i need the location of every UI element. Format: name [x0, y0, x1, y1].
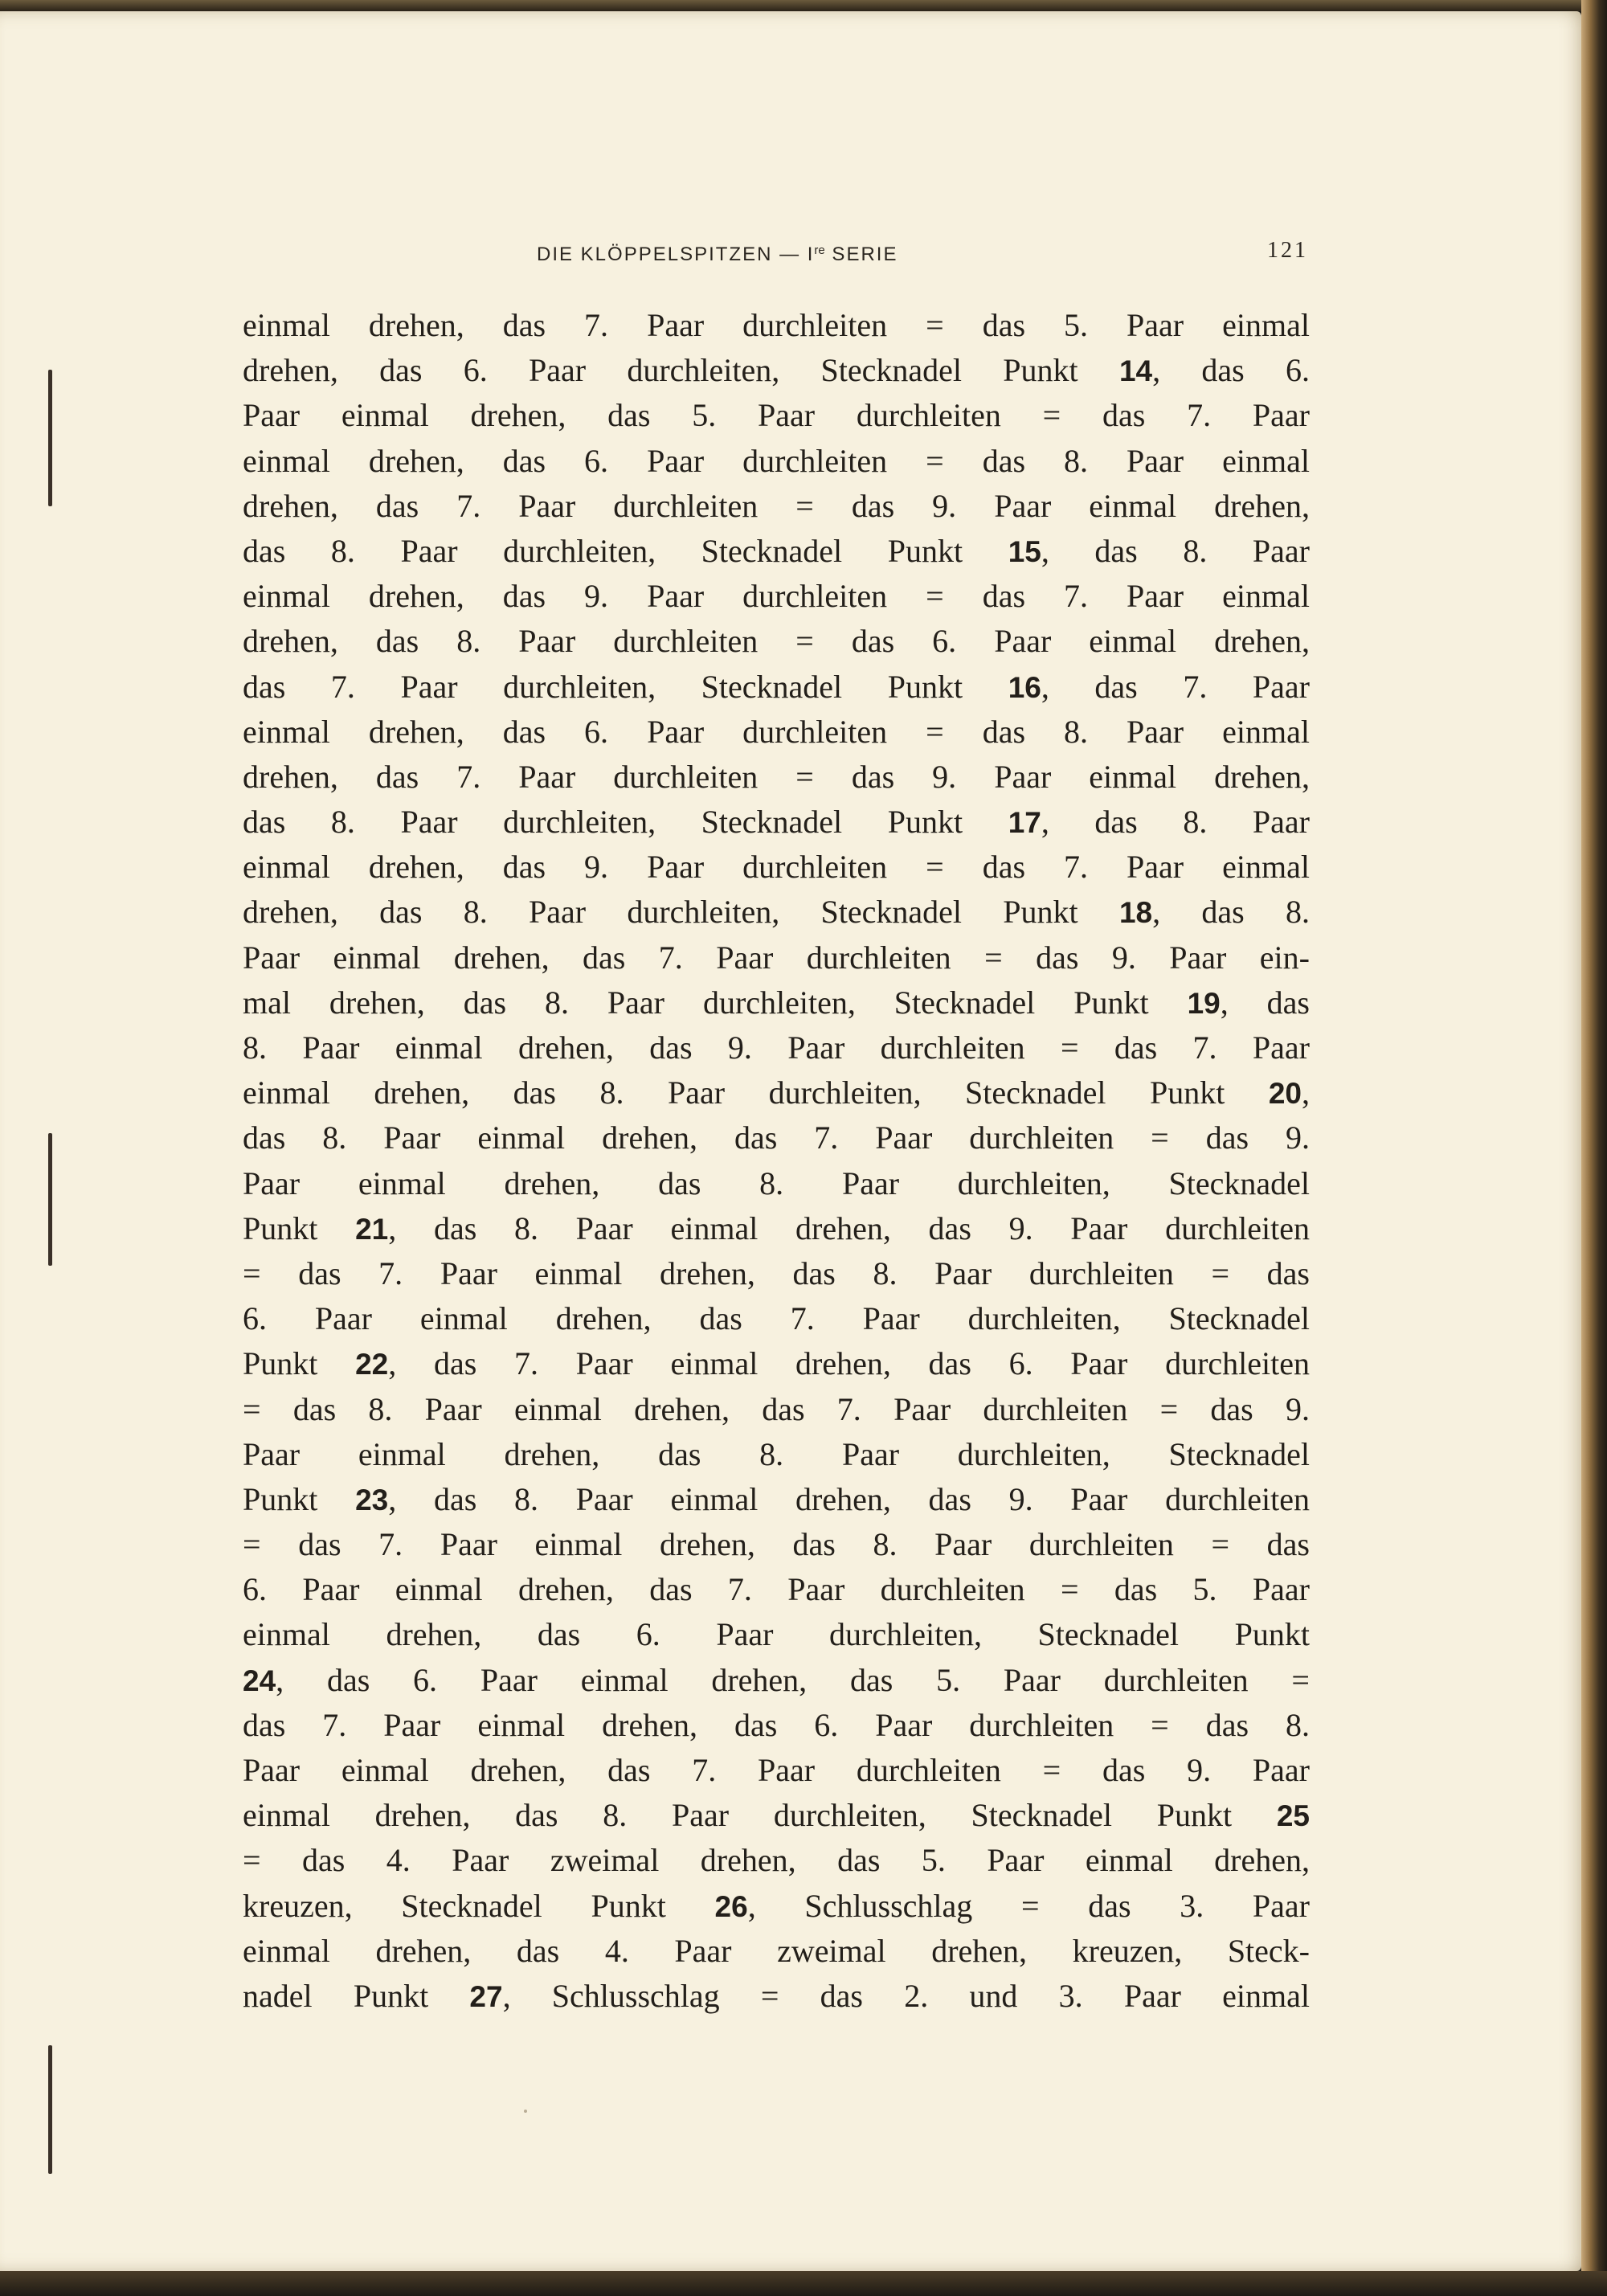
text-run: , Schlusschlag = das 3. Paar — [747, 1887, 1310, 1924]
text-line — [243, 1025, 1310, 1070]
margin-mark — [48, 370, 52, 506]
text-line — [243, 439, 1310, 484]
text-run: , das 8. Paar — [1041, 532, 1310, 569]
text-line — [243, 1522, 1310, 1567]
text-run: einmal drehen, das 4. Paar zweimal drehen, kreuzen, Steck- — [243, 1932, 1310, 1969]
punkt-number: 24 — [243, 1664, 276, 1697]
text-run: , das 8. Paar einmal drehen, das 9. Paar durchleiten — [388, 1480, 1311, 1517]
running-title-main: DIE KLÖPPELSPITZEN — I — [537, 244, 815, 265]
punkt-number: 18 — [1118, 896, 1153, 930]
text-run: drehen, das 7. Paar durchleiten = das 9. Paar einmal drehen, — [243, 487, 1310, 524]
text-line — [243, 1477, 1310, 1522]
text-run: , Schlusschlag = das 2. und 3. Paar einmal — [502, 1977, 1310, 2014]
text-line — [243, 1884, 1310, 1929]
text-run: Punkt — [243, 1209, 356, 1246]
text-line — [243, 1387, 1310, 1432]
page-number: 121 — [1267, 238, 1308, 263]
text-line — [243, 710, 1310, 755]
text-line — [243, 529, 1310, 574]
text-run: 6. Paar einmal drehen, das 7. Paar durchleiten, Stecknadel — [243, 1300, 1310, 1337]
punkt-number: 20 — [1268, 1077, 1302, 1111]
text-run: einmal drehen, das 6. Paar durchleiten = das 8. Paar einmal — [243, 713, 1310, 750]
text-line — [243, 1567, 1310, 1612]
margin-mark — [48, 1133, 52, 1266]
text-line — [243, 619, 1310, 664]
text-run: = das 4. Paar zweimal drehen, das 5. Paar einmal drehen, — [243, 1842, 1310, 1879]
text-run: 6. Paar einmal drehen, das 7. Paar durchleiten = das 5. Paar — [243, 1571, 1310, 1608]
text-run: Punkt — [243, 1480, 356, 1517]
text-line — [243, 1974, 1310, 2019]
text-run: , — [1302, 1074, 1310, 1111]
text-line — [243, 935, 1310, 980]
punkt-number: 21 — [355, 1212, 389, 1246]
text-run: drehen, das 6. Paar durchleiten, Stecknadel Punkt — [243, 352, 1119, 389]
text-run: das 7. Paar einmal drehen, das 6. Paar durchleiten = das 8. — [243, 1706, 1310, 1743]
margin-mark — [48, 2045, 52, 2174]
text-line — [243, 393, 1310, 438]
text-run: , das 6. — [1152, 352, 1310, 389]
text-run: , das 8. Paar einmal drehen, das 9. Paar durchleiten — [388, 1209, 1311, 1246]
punkt-number: 27 — [469, 1979, 503, 2013]
text-line — [243, 303, 1310, 348]
text-run: , das 8. Paar — [1041, 804, 1310, 841]
text-run: das 8. Paar durchleiten, Stecknadel Punkt — [243, 804, 1008, 841]
punkt-number: 23 — [355, 1483, 389, 1516]
text-run: = das 7. Paar einmal drehen, das 8. Paar durchleiten = das — [243, 1526, 1310, 1563]
text-run: Paar einmal drehen, das 7. Paar durchleiten = das 9. Paar — [243, 1752, 1310, 1788]
text-run: Paar einmal drehen, das 8. Paar durchleiten, Stecknadel — [243, 1164, 1310, 1201]
text-run: drehen, das 8. Paar durchleiten = das 6. Paar einmal drehen, — [243, 623, 1310, 660]
text-run: das 7. Paar durchleiten, Stecknadel Punkt — [243, 668, 1008, 705]
text-run: einmal drehen, das 9. Paar durchleiten = das 7. Paar einmal — [243, 578, 1310, 615]
text-run: mal drehen, das 8. Paar durchleiten, Stecknadel Punkt — [243, 984, 1188, 1021]
punkt-number: 15 — [1008, 534, 1041, 568]
text-line — [243, 1432, 1310, 1477]
text-run: einmal drehen, das 9. Paar durchleiten = das 7. Paar einmal — [243, 849, 1310, 886]
text-run: kreuzen, Stecknadel Punkt — [243, 1887, 715, 1924]
text-line — [243, 665, 1310, 710]
text-line — [243, 1115, 1310, 1160]
text-run: nadel Punkt — [243, 1977, 470, 2014]
text-line — [243, 1929, 1310, 1974]
text-run: , das 7. Paar — [1041, 668, 1310, 705]
text-run: Paar einmal drehen, das 7. Paar durchleiten = das 9. Paar ein- — [243, 939, 1310, 976]
text-line — [243, 845, 1310, 890]
text-run: Punkt — [243, 1345, 356, 1382]
body-text — [243, 303, 1310, 2019]
text-line — [243, 1658, 1310, 1703]
text-line — [243, 1838, 1310, 1883]
text-run: 8. Paar einmal drehen, das 9. Paar durchleiten = das 7. Paar — [243, 1029, 1310, 1066]
punkt-number: 14 — [1118, 354, 1153, 388]
text-line — [243, 1296, 1310, 1341]
running-head — [243, 235, 1310, 267]
text-run: Paar einmal drehen, das 8. Paar durchleiten, Stecknadel — [243, 1435, 1310, 1472]
top-edge — [0, 0, 1607, 11]
text-run: einmal drehen, das 8. Paar durchleiten, Stecknadel Punkt — [243, 1074, 1269, 1111]
punkt-number: 22 — [355, 1348, 389, 1381]
text-line — [243, 800, 1310, 845]
text-run: , das 6. Paar einmal drehen, das 5. Paar durchleiten = — [276, 1661, 1310, 1698]
text-line — [243, 1161, 1310, 1206]
running-title — [537, 235, 898, 271]
text-run: drehen, das 7. Paar durchleiten = das 9. Paar einmal drehen, — [243, 758, 1310, 795]
text-run: Paar einmal drehen, das 5. Paar durchleiten = das 7. Paar — [243, 397, 1310, 434]
text-run: = das 8. Paar einmal drehen, das 7. Paar durchleiten = das 9. — [243, 1390, 1310, 1427]
text-run: einmal drehen, das 8. Paar durchleiten, Stecknadel Punkt — [243, 1797, 1277, 1834]
text-run: = das 7. Paar einmal drehen, das 8. Paar durchleiten = das — [243, 1254, 1310, 1291]
running-title-end: SERIE — [824, 244, 898, 265]
punkt-number: 26 — [714, 1889, 748, 1923]
text-run: drehen, das 8. Paar durchleiten, Stecknadel Punkt — [243, 894, 1119, 931]
punkt-number: 19 — [1187, 986, 1221, 1020]
text-line — [243, 1070, 1310, 1115]
punkt-number: 17 — [1008, 806, 1041, 840]
book-fore-edge — [1581, 0, 1607, 2296]
text-run: einmal drehen, das 6. Paar durchleiten = das 8. Paar einmal — [243, 442, 1310, 479]
punkt-number: 25 — [1276, 1799, 1310, 1833]
text-run: das 8. Paar einmal drehen, das 7. Paar durchleiten = das 9. — [243, 1119, 1310, 1156]
bottom-edge — [0, 2271, 1607, 2296]
text-line — [243, 980, 1310, 1025]
text-line — [243, 755, 1310, 800]
text-line — [243, 1793, 1310, 1838]
text-line — [243, 348, 1310, 393]
text-line — [243, 484, 1310, 529]
text-line — [243, 890, 1310, 935]
text-run: , das — [1220, 984, 1310, 1021]
punkt-number: 16 — [1008, 670, 1041, 704]
text-line — [243, 1612, 1310, 1657]
text-run: das 8. Paar durchleiten, Stecknadel Punkt — [243, 532, 1008, 569]
text-line — [243, 1703, 1310, 1748]
text-line — [243, 1206, 1310, 1251]
paper-speck — [524, 2110, 527, 2113]
text-line — [243, 1251, 1310, 1296]
text-line — [243, 1341, 1310, 1386]
text-line — [243, 1748, 1310, 1793]
text-run: einmal drehen, das 7. Paar durchleiten = das 5. Paar einmal — [243, 307, 1310, 343]
text-run: einmal drehen, das 6. Paar durchleiten, Stecknadel Punkt — [243, 1616, 1310, 1653]
running-title-superscript: re — [814, 244, 825, 257]
text-line — [243, 574, 1310, 619]
text-run: , das 8. — [1152, 894, 1310, 931]
text-run: , das 7. Paar einmal drehen, das 6. Paar durchleiten — [388, 1345, 1311, 1382]
